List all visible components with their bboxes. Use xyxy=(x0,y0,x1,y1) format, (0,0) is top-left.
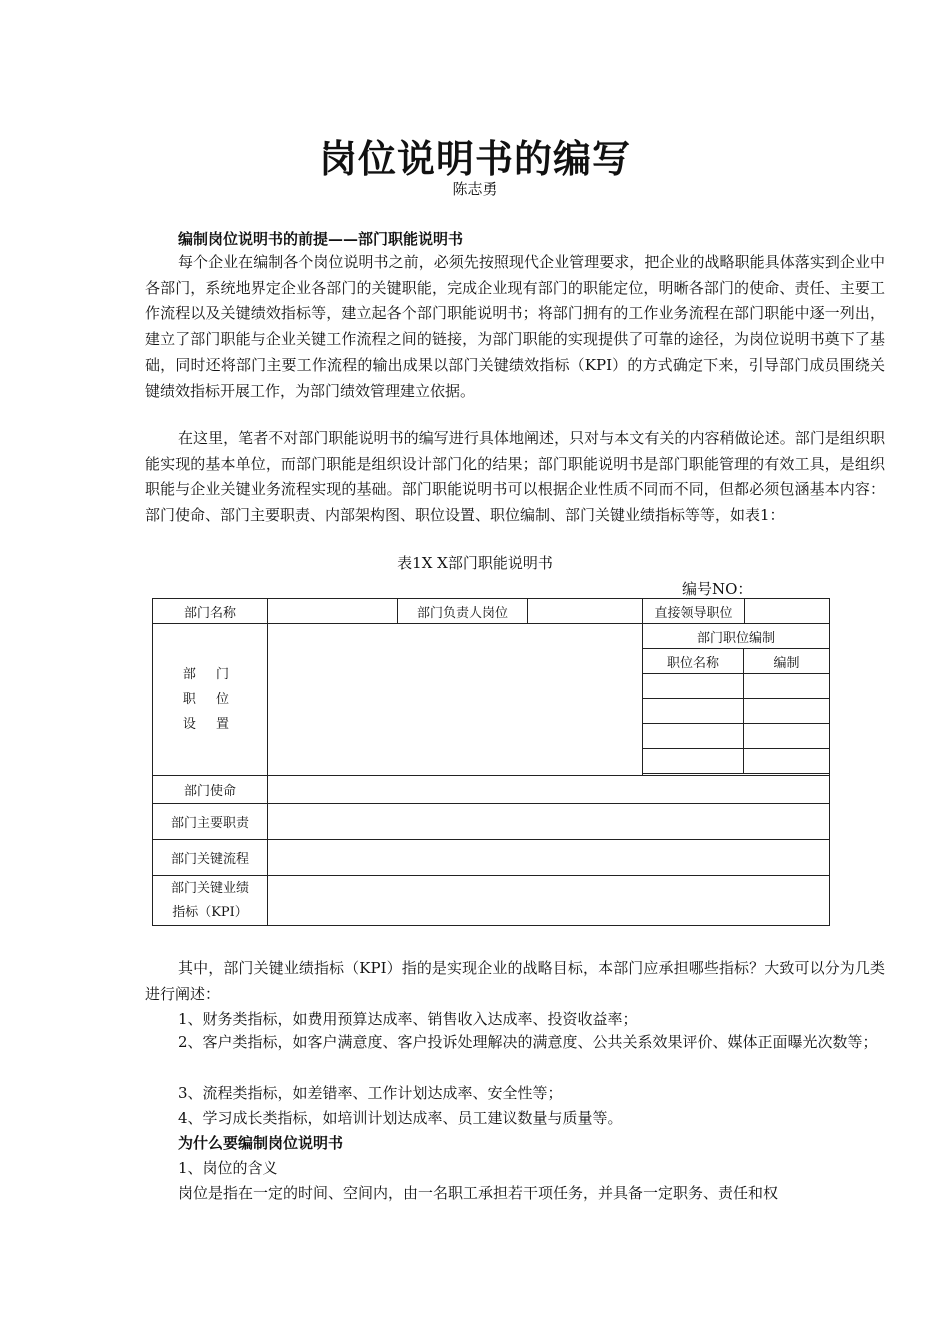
cell-mission-label: 部门使命 xyxy=(153,776,268,804)
post-setup-line-2: 职 位 xyxy=(182,692,238,707)
author: 陈志勇 xyxy=(452,180,498,198)
section-heading-why: 为什么要编制岗位说明书 xyxy=(178,1134,344,1152)
dept-function-table xyxy=(152,598,830,926)
cell-kpi-value xyxy=(268,876,830,926)
staffing-cell xyxy=(643,699,744,724)
cell-dept-name-label: 部门名称 xyxy=(153,599,268,624)
cell-post-setup-value xyxy=(268,624,643,776)
staffing-cell xyxy=(744,749,830,774)
subheading-post-meaning: 1、岗位的含义 xyxy=(178,1159,278,1177)
table-number: 编号NO： xyxy=(682,580,753,598)
paragraph-1: 每个企业在编制各个岗位说明书之前，必须先按照现代企业管理要求，把企业的战略职能具体落实到企业中各部门，系统地界定企业各部门的关键职能，完成企业现有部门的职能定位，明晰各部门的使命、责任、主要工作流程以及关键绩效指标等，建立起各个部门职能说明书；将部门拥有的工作业务流程在部门职能中逐一列出，建立了部门职能与企业关键工作流程之间的链接，为部门职能的实现提供了可靠的途径，为岗位说明书奠下了基础，同时还将部门主要工作流程的输出成果以部门关键绩效指标（KPI）的方式确定下来，引导部门成员围绕关键绩效指标开展工作，为部门绩效管理建立依据。 xyxy=(145,253,885,400)
post-setup-line-1: 部 门 xyxy=(182,667,238,682)
cell-dept-name-value xyxy=(268,599,398,624)
cell-post-setup-label xyxy=(153,624,268,776)
cell-duties-label: 部门主要职责 xyxy=(153,804,268,840)
staffing-cell xyxy=(744,724,830,749)
list-item-4: 4、学习成长类指标，如培训计划达成率、员工建议数量与质量等。 xyxy=(178,1109,623,1127)
staffing-cell xyxy=(643,674,744,699)
cell-kpi-label xyxy=(153,876,268,926)
staffing-cell xyxy=(744,699,830,724)
cell-process-label: 部门关键流程 xyxy=(153,840,268,876)
staffing-header: 部门职位编制 xyxy=(643,624,830,649)
cell-mission-value xyxy=(268,776,830,804)
cell-dept-head-label: 部门负责人岗位 xyxy=(398,599,528,624)
cell-process-value xyxy=(268,840,830,876)
paragraph-4: 岗位是指在一定的时间、空间内，由一名职工承担若干项任务，并具备一定职务、责任和权 xyxy=(178,1184,779,1202)
staffing-cell xyxy=(643,724,744,749)
cell-duties-value xyxy=(268,804,830,840)
cell-dept-head-value xyxy=(528,599,643,624)
staffing-col-count: 编制 xyxy=(744,649,830,674)
kpi-line-1: 部门关键业绩 xyxy=(170,880,249,896)
list-item-3: 3、流程类指标，如差错率、工作计划达成率、安全性等； xyxy=(178,1084,563,1102)
staffing-col-post-name: 职位名称 xyxy=(643,649,744,674)
paragraph-3: 其中，部门关键业绩指标（KPI）指的是实现企业的战略目标，本部门应承担哪些指标？大致可以分为几类进行阐述： xyxy=(145,959,885,1003)
table-caption: 表1X X部门职能说明书 xyxy=(397,554,553,572)
section-heading-prerequisite: 编制岗位说明书的前提——部门职能说明书 xyxy=(178,230,464,248)
staffing-cell xyxy=(643,749,744,774)
page-title: 岗位说明书的编写 xyxy=(318,136,631,181)
list-item-2: 2、客户类指标，如客户满意度、客户投诉处理解决的满意度、公共关系效果评价、媒体正面曝光次数等； xyxy=(178,1033,878,1051)
paragraph-2: 在这里，笔者不对部门职能说明书的编写进行具体地阐述，只对与本文有关的内容稍做论述。部门是组织职能实现的基本单位，而部门职能是组织设计部门化的结果；部门职能说明书是部门职能管理的有效工具，是组织职能与企业关键业务流程实现的基础。部门职能说明书可以根据企业性质不同而不同，但都必须包涵基本内容：部门使命、部门主要职责、内部架构图、职位设置、职位编制、部门关键业绩指标等等，如表1： xyxy=(145,429,885,525)
cell-leader-label: 直接领导职位 xyxy=(643,599,745,624)
cell-leader-value xyxy=(745,599,830,624)
staffing-table xyxy=(642,623,830,774)
staffing-cell xyxy=(744,674,830,699)
kpi-line-2: 指标（KPI） xyxy=(172,904,248,920)
list-item-1: 1、财务类指标，如费用预算达成率、销售收入达成率、投资收益率； xyxy=(178,1010,638,1028)
cell-staffing xyxy=(643,624,830,776)
post-setup-line-3: 设 置 xyxy=(182,717,238,732)
